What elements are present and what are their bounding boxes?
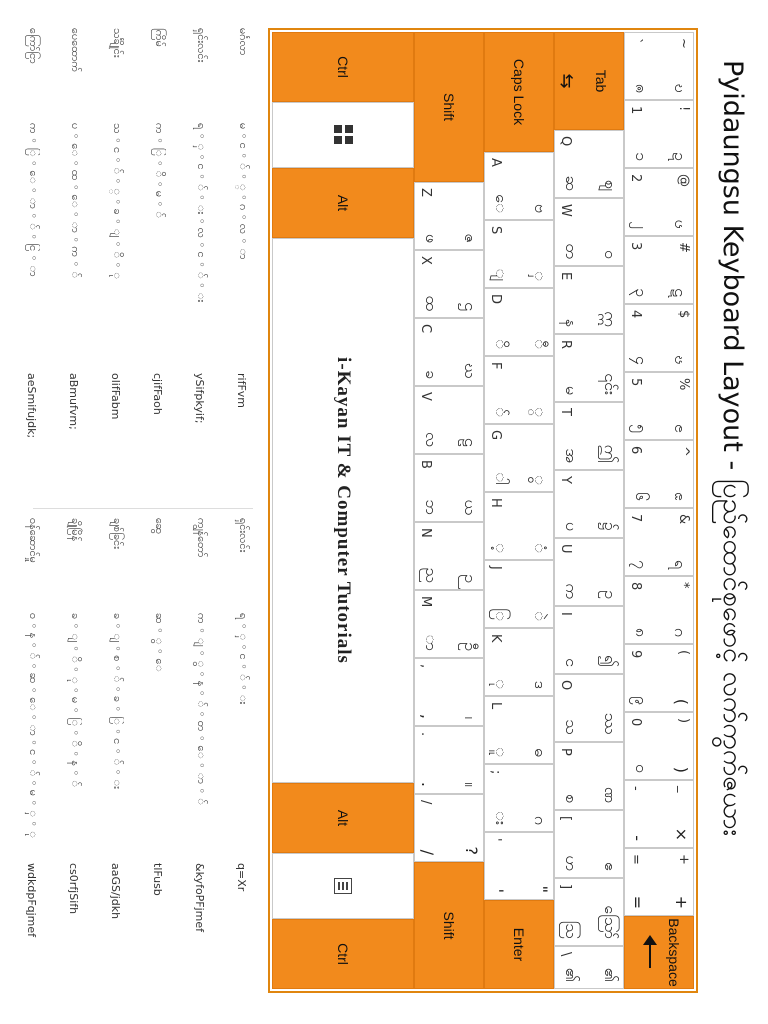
key-base-char: Q [558, 136, 573, 147]
key-mm-base: ါ [492, 472, 511, 485]
key-shift-char: * [676, 582, 691, 589]
backspace-key [624, 916, 694, 989]
left-shift-key [414, 32, 484, 182]
alt-label: Alt [335, 809, 351, 827]
key-base-char: O [558, 680, 573, 691]
example-word: ကြော်ငြာ [27, 28, 40, 64]
examples-left [8, 28, 263, 498]
key-base-char: / [418, 800, 433, 805]
key-base-char: ` [628, 38, 643, 45]
key-mm-shift: ဝ [601, 250, 620, 259]
example-word: ရှင်းလင်း [237, 518, 250, 553]
key-base-char: R [558, 340, 573, 350]
backspace-arrow-icon [649, 937, 651, 968]
key-mm-shift: × [672, 827, 691, 841]
key-mm-base: ၏ [562, 967, 581, 982]
key-mm-shift: ၕ [671, 492, 690, 501]
key-shift-char: ~ [676, 38, 691, 49]
key-base-char: T [558, 408, 573, 416]
key-mm-shift: ဓ [531, 748, 550, 757]
tab-key [554, 32, 624, 130]
key-mm-shift: ဇ [461, 233, 480, 243]
key-mm-base: တ [562, 243, 581, 259]
example-keys: cs0rfjSifh [67, 863, 81, 915]
key-number_row-12 [624, 848, 694, 916]
example-sequence: က ◦ ျ ◦ ွ ◦ န ◦ ် ◦ တ ◦ ေ ◦ ာ ◦ ် [195, 613, 208, 805]
example-keys: aaGS/jdkh [109, 863, 123, 920]
keyboard-diagram [268, 28, 698, 993]
key-mm-base: . [418, 781, 437, 787]
example-row [221, 28, 263, 498]
key-mm-shift: ယ [461, 499, 480, 515]
key-home_row-2 [484, 288, 554, 356]
key-number_row-9 [624, 644, 694, 712]
key-mm-base: န [562, 318, 581, 327]
example-row [137, 518, 179, 988]
example-row [11, 518, 53, 988]
key-home_row-9 [484, 764, 554, 832]
key-mm-base: ့ [492, 543, 511, 553]
example-keys: tlFusb [151, 863, 165, 896]
key-mm-base: မ [562, 385, 581, 395]
example-sequence: ရ ◦ ှ ◦ င ◦ ် ◦ း [237, 613, 250, 705]
key-bottom_row-9 [414, 794, 484, 862]
key-number_row-4 [624, 304, 694, 372]
key-mm-base: ၁ [632, 152, 651, 161]
key-base-char: B [418, 460, 433, 469]
example-keys: rifFvm [235, 373, 249, 409]
key-mm-base: ၐ [632, 83, 651, 93]
key-base-char: W [558, 204, 573, 217]
key-shift-char: ) [676, 718, 691, 724]
key-mm-shift: " [532, 885, 551, 893]
key-mm-shift: ( [672, 698, 691, 705]
right-ctrl-key [272, 919, 414, 989]
key-base-char: 6 [628, 446, 643, 455]
example-sequence: ခ ◦ ျ ◦ ိ ◦ ု ◦ မ ◦ ြ ◦ ိ ◦ န ◦ ် [69, 613, 82, 787]
key-mm-base: ၄ [632, 356, 651, 365]
key-home_row-5 [484, 492, 554, 560]
key-qwerty_row-1 [554, 198, 624, 266]
key-mm-shift: ဦ [461, 642, 480, 651]
key-base-char: 8 [628, 582, 643, 591]
key-mm-base: ဟ [562, 855, 581, 871]
key-number_row-5 [624, 372, 694, 440]
example-sequence: က ◦ ြ ◦ ိ ◦ မ ◦ ် [153, 123, 166, 219]
example-word: မင်္ဂလာ [237, 28, 250, 56]
key-mm-shift: ရ [671, 559, 690, 569]
key-base-char: J [488, 566, 503, 570]
example-keys: cjifFaoh [151, 373, 165, 415]
key-mm-shift: ဣ [601, 311, 620, 327]
key-base-char: 1 [628, 106, 643, 115]
caps-lock-label: Caps Lock [511, 58, 527, 126]
key-mm-base: , [418, 713, 437, 719]
key-base-char: 5 [628, 378, 643, 387]
example-row [221, 518, 263, 988]
example-word: ဆွေ [153, 518, 166, 535]
key-mm-base: / [418, 849, 437, 855]
example-keys: wdkdpFqjmef [25, 863, 39, 938]
key-mm-base: ၀ [632, 764, 651, 773]
key-mm-base: ၃ [632, 288, 651, 297]
key-mm-shift: ဒ [531, 680, 550, 689]
tab-arrows-icon: ⇆ [555, 73, 577, 89]
key-bottom_row-5 [414, 522, 484, 590]
key-mm-base: အ [562, 448, 581, 463]
key-number_row-3 [624, 236, 694, 304]
key-mm-base: ူ [492, 747, 511, 757]
key-home_row-0 [484, 152, 554, 220]
key-home_row-1 [484, 220, 554, 288]
example-row [53, 28, 95, 498]
example-row [137, 28, 179, 498]
key-base-char: C [418, 324, 433, 334]
key-mm-base: င [562, 658, 581, 667]
key-mm-base: = [628, 895, 647, 909]
key-mm-base: ာ [422, 634, 441, 651]
key-mm-shift: ဉ [461, 574, 480, 583]
key-bottom_row-8 [414, 726, 484, 794]
example-row [0, 28, 11, 498]
example-row [95, 518, 137, 988]
key-base-char: 0 [628, 718, 643, 727]
ctrl-label: Ctrl [335, 943, 351, 965]
example-row [179, 28, 221, 498]
key-mm-base: ဩ [562, 920, 581, 939]
key-base-char: V [418, 392, 433, 401]
example-sequence: သ ◦ င ◦ ် ◦ ္ ◦ ခ ◦ ျ ◦ ိ ◦ ု [111, 123, 124, 280]
key-mm-shift: ၊ [461, 716, 480, 719]
example-word: ချစ်ခြင်း [111, 518, 124, 550]
key-mm-base: ' [488, 888, 507, 893]
example-sequence: ဆ ◦ ွ ◦ ေ [153, 613, 166, 672]
page-title: Pyidaungsu Keyboard Layout - ပြည်ထောင်စုဖောင့် လက်ကွက်ဇယား [717, 60, 748, 837]
key-mm-base: ဖ [422, 233, 441, 243]
example-row [95, 28, 137, 498]
key-shift-char: _ [676, 786, 691, 793]
key-mm-shift: ၍ [601, 655, 620, 667]
key-qwerty_row-10 [554, 810, 624, 878]
key-mm-base: ၈ [632, 627, 651, 637]
key-mm-shift: ။ [461, 782, 480, 787]
key-mm-base: ိ [492, 339, 511, 349]
enter-key [484, 900, 554, 989]
example-word: ရှင်းလင်း [195, 28, 208, 63]
key-shift-char: + [676, 854, 691, 865]
key-qwerty_row-4 [554, 402, 624, 470]
space-bar-label: i-Kayan IT & Computer Tutorials [333, 357, 354, 664]
key-mm-base: ည [422, 567, 441, 583]
key-mm-base: ၅ [632, 424, 651, 433]
key-mm-shift: ၒ [671, 219, 690, 229]
key-qwerty_row-3 [554, 334, 624, 402]
key-shift-char: $ [676, 310, 691, 319]
key-number_row-0 [624, 32, 694, 100]
right-shift-key [414, 862, 484, 989]
key-base-char: M [418, 596, 433, 608]
key-qwerty_row-2 [554, 266, 624, 334]
key-number_row-2 [624, 168, 694, 236]
key-mm-shift: ှ [531, 271, 550, 281]
key-base-char: I [558, 612, 573, 616]
example-sequence: ရ ◦ ှ ◦ င ◦ ် ◦ း ◦ လ ◦ င ◦ ် ◦ း [195, 123, 208, 303]
key-mm-base: - [628, 835, 647, 841]
example-row [179, 518, 221, 988]
key-base-char: ] [558, 884, 573, 890]
key-qwerty_row-5 [554, 470, 624, 538]
key-base-char: G [488, 430, 503, 441]
key-qwerty_row-12 [554, 946, 624, 989]
key-shift-char: ^ [676, 446, 691, 457]
key-home_row-7 [484, 628, 554, 696]
key-mm-base: ် [492, 407, 511, 417]
example-row [0, 518, 11, 988]
key-mm-base: သ [562, 719, 581, 735]
key-mm-shift: ဤ [601, 444, 620, 463]
windows-key [272, 102, 414, 168]
key-mm-base: ၇ [632, 560, 651, 569]
key-mm-shift: ွ [531, 475, 550, 485]
example-keys: &kyfoPFjmef [193, 863, 207, 933]
example-sequence: မ ◦ င ◦ ် ◦ ္ ◦ ဂ ◦ လ ◦ ာ [237, 123, 250, 260]
key-number_row-7 [624, 508, 694, 576]
key-base-char: D [488, 294, 503, 305]
key-base-char: A [488, 158, 503, 167]
key-number_row-11 [624, 780, 694, 848]
key-mm-base: လ [422, 432, 441, 447]
key-base-char: [ [558, 816, 573, 822]
key-mm-shift: ဃ [461, 363, 480, 379]
key-base-char: L [488, 702, 503, 710]
key-base-char: X [418, 256, 433, 265]
key-mm-base: ထ [422, 295, 441, 311]
key-base-char: Z [418, 188, 433, 197]
key-mm-base: ခ [422, 370, 441, 379]
backspace-label: Backspace [665, 918, 682, 987]
example-word: ချိုမြိန် [69, 518, 82, 542]
key-mm-shift: + [672, 895, 691, 909]
key-shift-char: ! [676, 106, 691, 112]
key-mm-shift: ဂ [531, 815, 550, 825]
key-mm-shift: ီ [531, 339, 550, 349]
key-bottom_row-6 [414, 590, 484, 658]
key-mm-shift: ဥ [601, 590, 620, 599]
key-mm-shift: ဿ [601, 712, 620, 735]
key-mm-shift: ဏ [601, 786, 620, 803]
key-mm-shift: ္ [531, 407, 550, 417]
key-mm-shift: ဠ [461, 437, 480, 447]
key-mm-shift: ဎ [671, 83, 690, 93]
space-bar [272, 238, 414, 783]
key-qwerty_row-11 [554, 878, 624, 946]
example-keys: q=Xr [235, 863, 249, 892]
left-alt-key [272, 168, 414, 238]
divider [33, 508, 253, 509]
key-home_row-3 [484, 356, 554, 424]
key-base-char: 2 [628, 174, 643, 183]
key-mm-shift: ဍ [671, 152, 690, 161]
example-keys: olifFabm [109, 373, 123, 420]
left-ctrl-key [272, 32, 414, 102]
key-mm-shift: ဌ [461, 302, 480, 311]
example-word: ကျွန်တော် [195, 518, 208, 558]
key-mm-shift: ၏ [601, 967, 620, 982]
key-base-char: , [418, 664, 433, 669]
key-base-char: H [488, 498, 503, 508]
windows-logo-icon [333, 125, 353, 145]
key-shift-char: # [676, 242, 691, 253]
key-base-char: P [558, 748, 573, 756]
key-base-char: ' [488, 838, 503, 842]
key-base-char: . [418, 732, 433, 737]
key-mm-shift: ၓ [671, 355, 690, 365]
example-row [53, 518, 95, 988]
shift-label: Shift [441, 92, 457, 121]
key-mm-base: ၂ [632, 221, 651, 229]
key-mm-shift: ဲ [531, 611, 550, 621]
shift-label: Shift [441, 911, 457, 940]
key-mm-shift: ဂ [671, 627, 690, 637]
key-base-char: F [488, 362, 503, 370]
right-alt-key [272, 783, 414, 853]
key-base-char: E [558, 272, 573, 281]
example-word: ပေထောက် [69, 28, 82, 73]
key-mm-shift: ၌ [601, 522, 620, 531]
example-keys: ySifpkyif; [193, 373, 207, 424]
key-qwerty_row-9 [554, 742, 624, 810]
key-base-char: Y [558, 476, 573, 484]
key-qwerty_row-8 [554, 674, 624, 742]
ctrl-label: Ctrl [335, 56, 351, 78]
key-base-char: 3 [628, 242, 643, 251]
key-mm-base: း [492, 811, 511, 825]
key-bottom_row-3 [414, 386, 484, 454]
key-base-char: ; [488, 770, 503, 775]
key-shift-char: & [676, 514, 691, 525]
key-mm-base: ပ [562, 521, 581, 531]
menu-icon [334, 878, 352, 894]
example-sequence: က ◦ ြ ◦ ေ ◦ ာ ◦ ် ◦ ငြ ◦ ာ [27, 123, 40, 277]
key-mm-shift: ? [462, 846, 481, 855]
key-base-char: - [628, 786, 643, 791]
key-mm-shift: ဈ [601, 179, 620, 191]
key-qwerty_row-7 [554, 606, 624, 674]
key-home_row-4 [484, 424, 554, 492]
enter-label: Enter [511, 927, 527, 962]
key-number_row-10 [624, 712, 694, 780]
key-mm-shift: ဪ [601, 905, 620, 939]
key-mm-base: ျ [492, 268, 511, 281]
example-word: သင်္ချိုင်း [111, 28, 124, 58]
examples-right [8, 518, 263, 988]
key-mm-base: ဆ [562, 175, 581, 191]
key-shift-char: @ [676, 174, 691, 187]
key-qwerty_row-0 [554, 130, 624, 198]
example-sequence: ဝ ◦ န ◦ ် ◦ ဆ ◦ ေ ◦ ာ ◦ င ◦ ် ◦ မ ◦ ှ ◦ ု [27, 613, 40, 838]
key-mm-shift: ) [672, 766, 691, 773]
key-bottom_row-0 [414, 182, 484, 250]
example-keys: aeSmifujdk; [25, 373, 39, 439]
key-base-char: S [488, 226, 503, 235]
key-mm-base: ဘ [422, 499, 441, 515]
key-bottom_row-2 [414, 318, 484, 386]
key-home_row-8 [484, 696, 554, 764]
caps-lock-key [484, 32, 554, 152]
example-word: ကြိမ် [153, 28, 166, 47]
key-shift-char: ( [676, 650, 691, 656]
menu-key [272, 853, 414, 919]
key-base-char: U [558, 544, 573, 554]
example-keys: aBmufvm; [67, 373, 81, 430]
key-mm-shift: ဋ [671, 288, 690, 297]
key-mm-base: ၉ [632, 696, 651, 705]
key-mm-shift: ၎င်း [601, 373, 620, 395]
example-sequence: ပ ◦ ေ ◦ ထ ◦ ေ ◦ ာ ◦ က ◦ ် [69, 123, 82, 279]
key-base-char: N [418, 528, 433, 538]
key-number_row-6 [624, 440, 694, 508]
key-base-char: = [628, 854, 643, 865]
key-base-char: 4 [628, 310, 643, 319]
key-mm-base: ၆ [632, 492, 651, 501]
typing-examples [8, 28, 263, 993]
key-base-char: \ [558, 952, 573, 957]
key-number_row-8 [624, 576, 694, 644]
key-mm-base: စ [562, 794, 581, 803]
key-mm-shift: ဧ [601, 862, 620, 871]
key-bottom_row-7 [414, 658, 484, 726]
key-mm-shift: ံ [531, 543, 550, 553]
key-mm-base: ေ [492, 194, 511, 213]
key-number_row-1 [624, 100, 694, 168]
key-base-char: 7 [628, 514, 643, 523]
example-row [11, 28, 53, 498]
key-mm-base: က [562, 583, 581, 599]
key-home_row-6 [484, 560, 554, 628]
key-bottom_row-1 [414, 250, 484, 318]
key-mm-shift: ၔ [671, 424, 690, 433]
key-base-char: K [488, 634, 503, 643]
key-mm-shift: ဗ [531, 203, 550, 213]
alt-label: Alt [335, 194, 351, 212]
key-home_row-10 [484, 832, 554, 900]
example-sequence: ခ ◦ ျ ◦ စ ◦ ် ◦ ခ ◦ ြ ◦ င ◦ ် ◦ း [111, 613, 124, 789]
key-mm-base: ု [492, 679, 511, 689]
example-word: ဝန်ဆောင်မှု [27, 518, 40, 563]
key-mm-base: ြ [492, 608, 511, 621]
key-qwerty_row-6 [554, 538, 624, 606]
key-bottom_row-4 [414, 454, 484, 522]
tab-label: Tab [593, 69, 610, 93]
key-base-char: 9 [628, 650, 643, 659]
key-shift-char: % [676, 378, 691, 391]
